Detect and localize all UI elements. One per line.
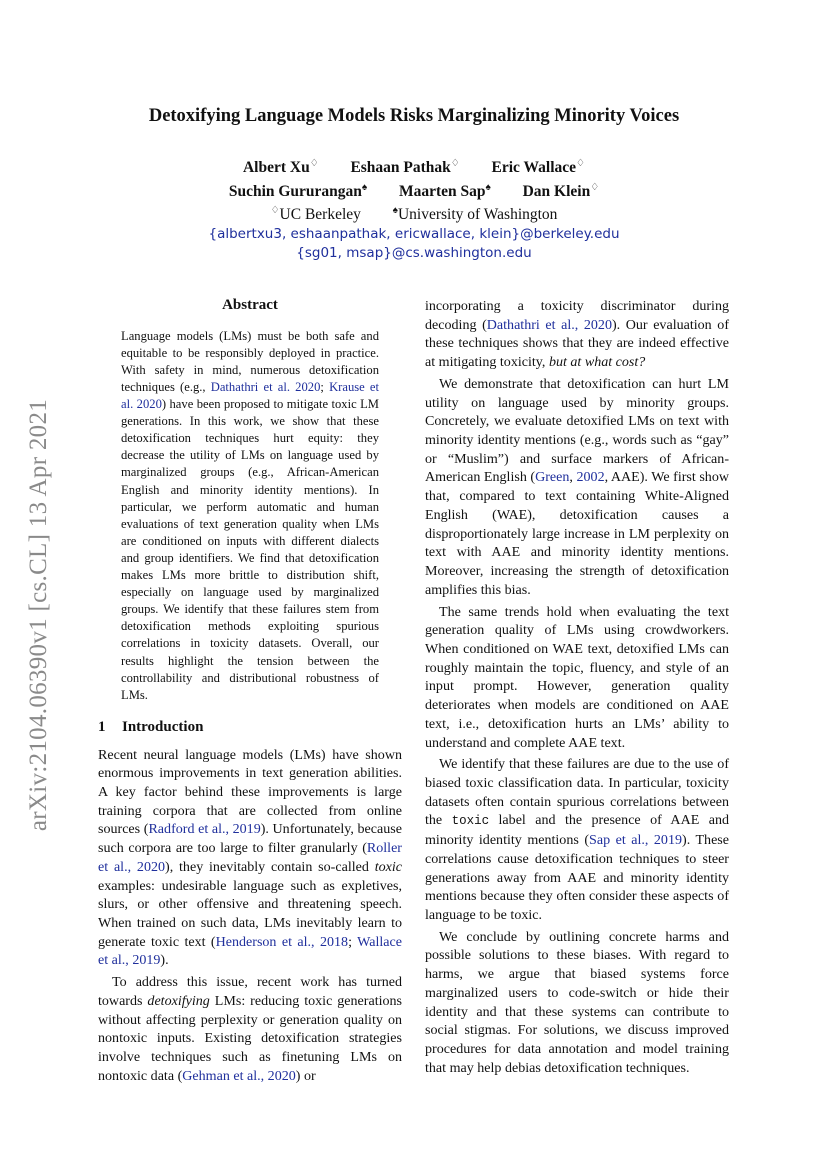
paragraph: We demonstrate that detoxification can hurt LM utility on language used by minority groups. Concretely, we evaluate detoxified LMs on text with minority identity mentions (e.g., words such as “gay” or “Muslim”) and surface markers of African-American English (Green, 2002, AAE). We first show that, compared to text containing White-Aligned English (WAE), detoxification causes a disproportionately large increase in LM perplexity on text with AAE and minority identity mentions. Moreover, increasing the strength of detoxification amplifies this bias.: [425, 375, 729, 598]
citation-link[interactable]: Dathathri et al., 2020: [486, 316, 612, 333]
affiliation-name: UC Berkeley: [279, 206, 361, 223]
author-row-2: [0, 178, 828, 202]
section-heading-introduction: [98, 718, 402, 737]
author-name: Suchin Gururangan: [228, 182, 362, 200]
citation-link[interactable]: Dathathri et al. 2020: [210, 380, 321, 394]
author-name: Eric Wallace: [491, 159, 577, 176]
author-block: [0, 154, 828, 264]
abstract-heading: Abstract: [222, 297, 278, 313]
paragraph: We conclude by outlining concrete harms and possible solutions to these biases. With regard to harms, we argue that biased systems force marginalized users to code-switch or hide their identity and that these systems can contribute to social stigmas. For solutions, we discuss improved procedures for data annotation and model training that may help debias detoxification techniques.: [425, 928, 729, 1076]
affiliation-mark: ♢: [576, 158, 586, 169]
author-name: Eshaan Pathak: [350, 159, 451, 176]
paragraph: We identify that these failures are due to the use of biased toxic classification data. In particular, toxicity datasets often contain spurious correlations between the toxic label and the presence of AAE and minority identity mentions (Sap et al., 2019). These correlations cause detoxification techniques to steer generations away from AAE and minority identity mentions because they often consider these aspects of language to be toxic.: [425, 756, 730, 923]
arxiv-identifier-text: arXiv:2104.06390v1 [cs.CL] 13 Apr 2021: [25, 398, 53, 832]
paper-title: Detoxifying Language Models Risks Marginalizing Minority Voices: [148, 106, 680, 126]
citation-link[interactable]: Roller et al., 2020: [98, 840, 402, 875]
paragraph: The same trends hold when evaluating the text generation quality of LMs using crowdworkers. When conditioned on WAE text, detoxified LMs can roughly maintain the topic, fluency, and style of an input prompt. However, generation quality deteriorates when models are conditioned on AAE text, i.e., detoxification hurts an LMs’ ability to understand and complete AAE text.: [425, 603, 729, 751]
affiliation-mark: ♠: [361, 181, 368, 193]
section-title: Introduction: [122, 718, 204, 735]
citation-link[interactable]: Green: [535, 469, 570, 486]
affiliation-mark: ♢: [590, 181, 600, 193]
affiliation-mark: ♢: [270, 205, 280, 216]
email-berkeley[interactable]: {albertxu3, eshaanpathak, ericwallace, klein}@berkeley.edu: [208, 225, 620, 242]
affiliation-mark: ♢: [450, 158, 460, 169]
affiliation-mark: ♠: [485, 181, 491, 193]
paragraph: Recent neural language models (LMs) have shown enormous improvements in text generation abilities. A key factor behind these improvements is large training corpora that are collected from online sources (Radford et al., 2019). Unfortunately, because such corpora are too large to filter granularly (Roller et al., 2020), they inevitably contain so-called toxic examples: undesirable language such as expletives, slurs, or other offensive and threatening speech. When trained on such data, LMs inevitably learn to generate toxic text (Henderson et al., 2018; Wallace et al., 2019).: [98, 746, 403, 969]
paragraph-continued: incorporating a toxicity discriminator during decoding (Dathathri et al., 2020). Our evaluation of these techniques shows that they are indeed effective at mitigating toxicity, but at what cost?: [425, 298, 729, 371]
affiliation-mark: ♠: [392, 205, 398, 216]
abstract-body: Language models (LMs) must be both safe and equitable to be responsibly deployed in practice. With safety in mind, numerous detoxification techniques (e.g., Dathathri et al. 2020; Krause et al. 2020) have been proposed to mitigate toxic LM generations. In this work, we show that these detoxification techniques hurt equity: they decrease the utility of LMs on language used by marginalized groups (e.g., African-American English and minority identity mentions). In particular, we perform automatic and human evaluations of text generation quality when LMs are conditioned on inputs with different dialects and group identifiers. We find that detoxification makes LMs more brittle to distribution shift, especially on language used by marginalized groups. We identify that these failures stem from detoxification methods exploiting spurious correlations in toxicity datasets. Overall, our results highlight the tension between the controllability and distributional robustness of LMs.: [121, 328, 379, 702]
email-washington[interactable]: {sg01, msap}@cs.washington.edu: [296, 245, 532, 261]
author-name: Dan Klein: [522, 182, 591, 200]
author-name: Maarten Sap: [398, 182, 486, 200]
citation-link[interactable]: Wallace et al., 2019: [98, 933, 403, 969]
citation-link[interactable]: Henderson et al., 2018: [215, 933, 349, 950]
left-column: [98, 296, 402, 1085]
affiliation-mark: ♢: [309, 158, 319, 169]
section-number: 1: [98, 718, 106, 735]
author-name: Albert Xu: [242, 159, 310, 176]
citation-link[interactable]: 2002: [576, 469, 605, 486]
citation-link[interactable]: Krause et al. 2020: [121, 380, 379, 412]
right-column: [425, 297, 729, 1077]
affiliations: [0, 201, 828, 225]
citation-link[interactable]: Radford et al., 2019: [148, 821, 261, 838]
paragraph: To address this issue, recent work has turned towards detoxifying LMs: reducing toxic generations without affecting perplexity or generation quality on nontoxic inputs. Existing detoxification strategies involve techniques such as finetuning LMs on nontoxic data (Gehman et al., 2020) or: [98, 974, 403, 1084]
arxiv-identifier: [14, 365, 64, 865]
citation-link[interactable]: Sap et al., 2019: [589, 832, 683, 849]
author-row-1: [0, 154, 828, 178]
affiliation-name: University of Washington: [397, 206, 558, 223]
citation-link[interactable]: Gehman et al., 2020: [182, 1067, 296, 1084]
